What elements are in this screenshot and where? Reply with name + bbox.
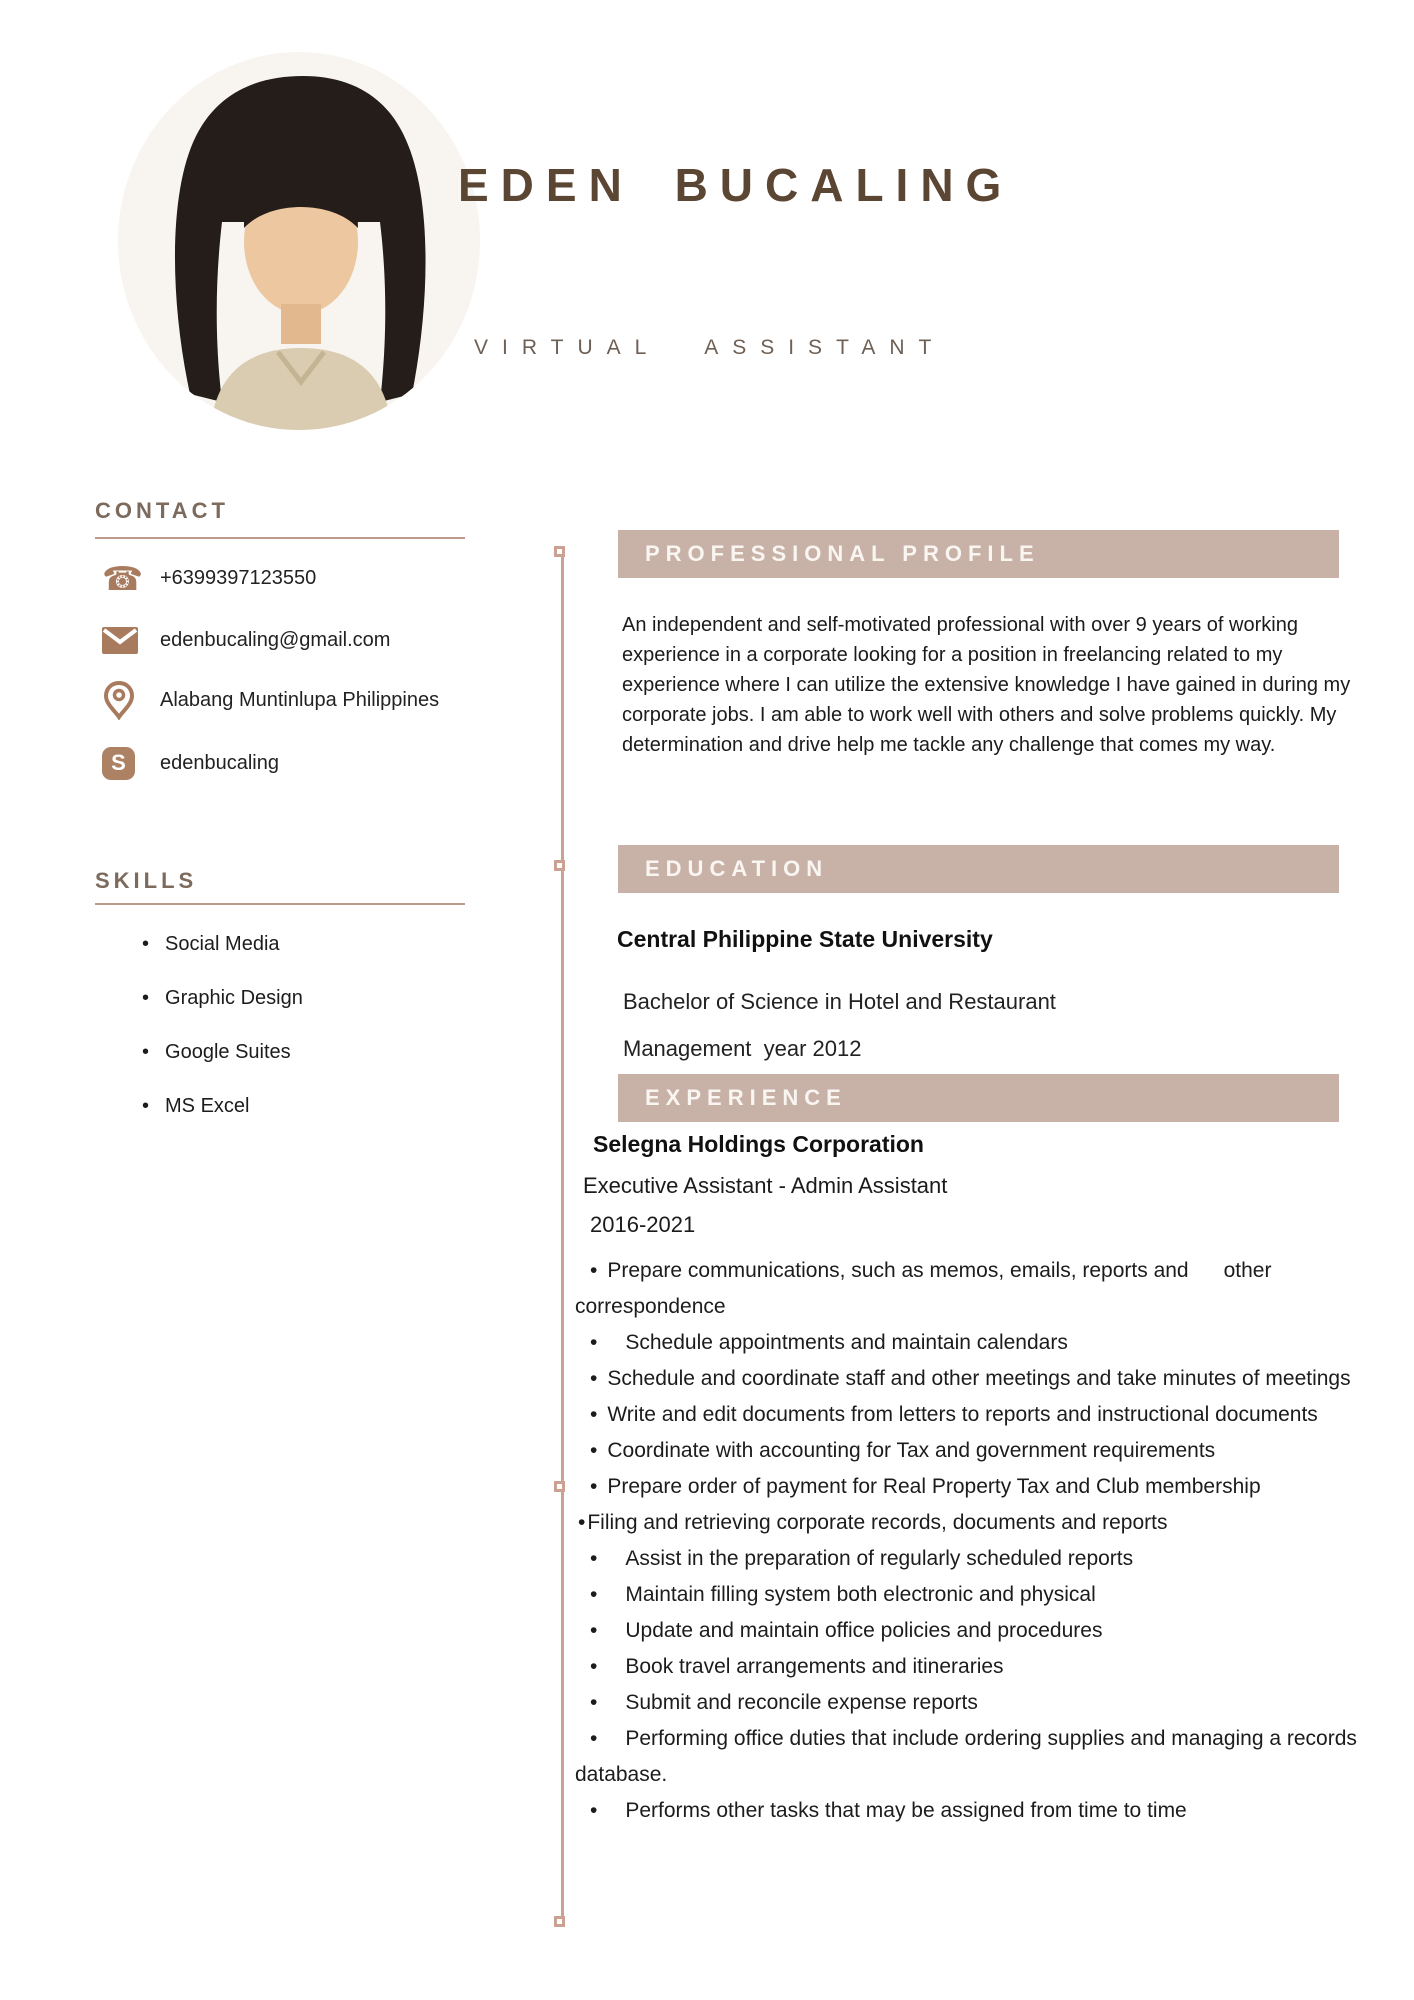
contact-row-email <box>102 620 492 660</box>
experience-bullet: • Update and maintain office policies and procedures <box>590 1619 1103 1642</box>
contact-row-skype <box>102 743 492 783</box>
experience-bullet: • Prepare communications, such as memos, emails, reports and other correspondence <box>575 1259 1278 1318</box>
education-degree: Bachelor of Science in Hotel and Restaurant Management year 2012 <box>623 989 1063 1061</box>
skills-heading: SKILLS <box>95 868 198 893</box>
experience-bullet: •Filing and retrieving corporate records, documents and reports <box>578 1511 1168 1534</box>
experience-bullet: • Assist in the preparation of regularly scheduled reports <box>590 1547 1134 1570</box>
bullet-icon: • <box>590 1619 598 1642</box>
bullet-icon: • <box>590 1799 598 1822</box>
bullet-icon: • <box>590 1475 598 1498</box>
skill-item: • Graphic Design <box>142 987 303 1009</box>
bullet-icon: • <box>590 1547 598 1570</box>
profile-summary: An independent and self-motivated professional with over 9 years of working experience in a corporate looking for a position in freelancing related to my experience where I can utilize the extensive knowledge I have gained in during my corporate jobs. I am able to work well with others and solve problems quickly. My determination and drive help me tackle any challenge that comes my way. <box>622 614 1351 756</box>
experience-bullet: • Book travel arrangements and itineraries <box>590 1655 1004 1678</box>
bullet-icon: • <box>590 1439 598 1462</box>
bullet-icon: • <box>142 1095 150 1117</box>
profile-section-header: PROFESSIONAL PROFILE <box>618 530 1339 578</box>
experience-bullet: • Write and edit documents from letters to reports and instructional documents <box>590 1403 1318 1426</box>
timeline-marker-profile <box>554 546 565 557</box>
person-name: EDEN BUCALING <box>458 159 1014 211</box>
experience-role: Executive Assistant - Admin Assistant <box>583 1173 948 1198</box>
timeline-marker-mid <box>554 1481 565 1492</box>
skype-handle: edenbucaling <box>160 751 279 774</box>
bullet-icon: • <box>590 1367 598 1390</box>
experience-bullet: • Prepare order of payment for Real Property Tax and Club membership <box>590 1475 1261 1498</box>
contact-divider <box>95 537 465 539</box>
profile-photo <box>118 52 480 430</box>
experience-years: 2016-2021 <box>590 1212 696 1237</box>
email-address: edenbucaling@gmail.com <box>160 628 391 651</box>
location-icon <box>102 680 146 720</box>
contact-heading: CONTACT <box>95 498 229 523</box>
email-icon <box>102 627 146 654</box>
experience-section-header: EXPERIENCE <box>618 1074 1339 1122</box>
bullet-icon: • <box>590 1655 598 1678</box>
bullet-icon: • <box>578 1511 586 1534</box>
bullet-icon: • <box>142 1041 150 1063</box>
bullet-icon: • <box>142 933 150 955</box>
bullet-icon: • <box>590 1727 598 1750</box>
contact-row-phone <box>102 558 492 598</box>
experience-bullet: • Performs other tasks that may be assigned from time to time <box>590 1799 1187 1822</box>
timeline-marker-education <box>554 860 565 871</box>
skype-icon: S <box>102 747 146 780</box>
skill-item: • Google Suites <box>142 1041 291 1063</box>
education-section-header: EDUCATION <box>618 845 1339 893</box>
bullet-icon: • <box>590 1403 598 1426</box>
contact-row-location <box>102 680 492 720</box>
experience-bullet-list <box>575 1253 1375 1829</box>
bullet-icon: • <box>590 1691 598 1714</box>
bullet-icon: • <box>590 1259 598 1282</box>
education-school: Central Philippine State University <box>617 926 993 952</box>
skills-list <box>142 930 462 1146</box>
experience-bullet: • Performing office duties that include ordering supplies and managing a records database. <box>575 1727 1363 1786</box>
experience-bullet: • Schedule and coordinate staff and other meetings and take minutes of meetings <box>590 1367 1351 1390</box>
location-text: Alabang Muntinlupa Philippines <box>160 688 440 711</box>
timeline-marker-end <box>554 1916 565 1927</box>
phone-icon: ☎ <box>102 559 144 597</box>
timeline-line <box>561 555 564 1917</box>
experience-bullet: • Schedule appointments and maintain calendars <box>590 1331 1068 1354</box>
phone-number: +6399397123550 <box>160 566 317 589</box>
skills-divider <box>95 903 465 905</box>
person-title: VIRTUAL ASSISTANT <box>474 336 946 359</box>
experience-bullet: • Submit and reconcile expense reports <box>590 1691 978 1714</box>
bullet-icon: • <box>590 1583 598 1606</box>
skill-item: • Social Media <box>142 933 280 955</box>
portrait-illustration <box>118 52 480 430</box>
experience-company: Selegna Holdings Corporation <box>593 1131 924 1157</box>
bullet-icon: • <box>142 987 150 1009</box>
experience-bullet: • Maintain filling system both electronic and physical <box>590 1583 1096 1606</box>
bullet-icon: • <box>590 1331 598 1354</box>
skill-item: • MS Excel <box>142 1095 250 1117</box>
experience-bullet: • Coordinate with accounting for Tax and government requirements <box>590 1439 1216 1462</box>
